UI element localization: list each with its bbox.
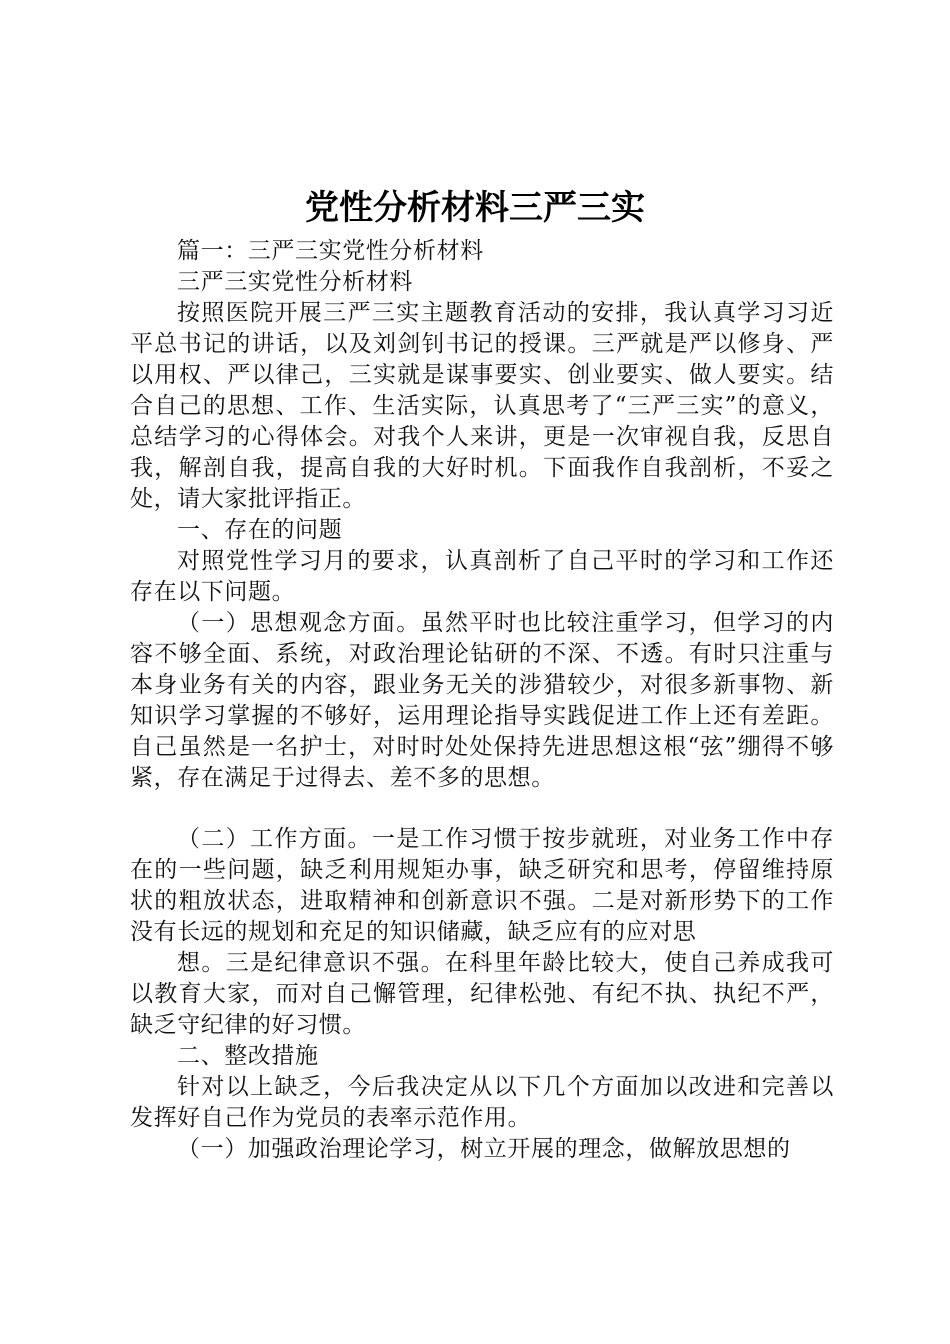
paragraph-work-aspect: （二）工作方面。一是工作习惯于按步就班，对业务工作中存在的一些问题，缺乏利用规矩办事，缺乏研究和思考，停留维持原状的粗放状态，进取精神和创新意识不强。二是对新形势下的工作没有长远的规划和充足的知识储藏，缺乏应有的应对思	[130, 826, 834, 945]
paragraph-measures-intro: 针对以上缺乏，今后我决定从以下几个方面加以改进和完善以发挥好自己作为党员的表率示范作用。	[130, 1074, 834, 1131]
paragraph-measure-one: （一）加强政治理论学习，树立开展的理念，做解放思想的	[177, 1136, 791, 1162]
document-body	[130, 236, 834, 1165]
paragraph-thinking-aspect: （一）思想观念方面。虽然平时也比较注重学习，但学习的内容不够全面、系统，对政治理论钻研的不深、不透。有时只注重与本身业务有关的内容，跟业务无关的涉猎较少，对很多新事物、新知识学习掌握的不够好，运用理论指导实践促进工作上还有差距。自己虽然是一名护士，对时时处处保持先进思想这根“弦”绷得不够紧，存在满足于过得去、差不多的思想。	[130, 610, 834, 791]
section-heading-problems: 一、存在的问题	[177, 517, 343, 543]
paragraph-subtitle: 三严三实党性分析材料	[177, 269, 413, 295]
paragraph-problems-intro: 对照党性学习月的要求，认真剖析了自己平时的学习和工作还存在以下问题。	[130, 548, 834, 605]
paragraph-discipline: 想。三是纪律意识不强。在科里年龄比较大，使自己养成我可以教育大家，而对自己懈管理，纪律松弛、有纪不执、执纪不严，缺乏守纪律的好习惯。	[130, 950, 834, 1038]
paragraph-introduction: 按照医院开展三严三实主题教育活动的安排，我认真学习习近平总书记的讲话，以及刘剑钊书记的授课。三严就是严以修身、严以用权、严以律己，三实就是谋事要实、创业要实、做人要实。结合自己的思想、工作、生活实际，认真思考了“三严三实”的意义，总结学习的心得体会。对我个人来讲，更是一次审视自我，反思自我，解剖自我，提高自我的大好时机。下面我作自我剖析，不妥之处，请大家批评指正。	[130, 300, 834, 512]
document-title: 党性分析材料三严三实	[305, 188, 645, 228]
section-heading-measures: 二、整改措施	[177, 1043, 319, 1069]
paragraph-chapter-heading: 篇一：三严三实党性分析材料	[177, 238, 484, 264]
